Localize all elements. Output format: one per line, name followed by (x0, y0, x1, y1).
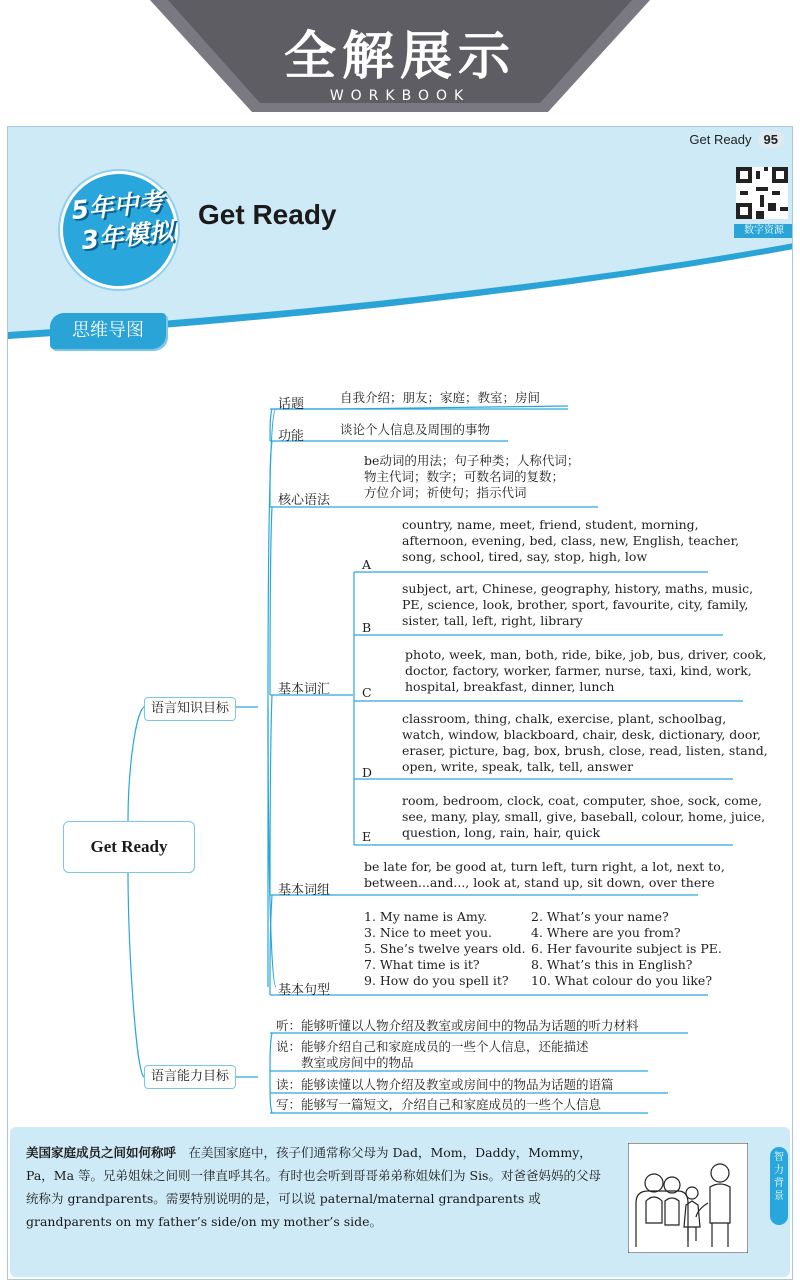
phrases-label: 基本词组 (278, 883, 331, 898)
phrases-line-2: between...and..., look at, stand up, sit down, over there (364, 875, 715, 890)
sentence-1: 1. My name is Amy. (364, 909, 488, 924)
vocab-letter-c: C (362, 685, 372, 700)
sentence-3: 3. Nice to meet you. (364, 925, 492, 940)
qr-label: 数字资源 (734, 224, 793, 238)
skill-writing: 写：能够写一篇短文，介绍自己和家庭成员的一些个人信息 (276, 1097, 602, 1112)
sentence-9: 9. How do you spell it? (364, 973, 509, 988)
skill-speaking-line-2: 教室或房间中的物品 (276, 1055, 414, 1070)
vocab-d-line-3: eraser, picture, bag, box, brush, close, read, listen, stand, (402, 743, 768, 758)
topic-text: 自我介绍；朋友；家庭；教室；房间 (340, 390, 541, 405)
vocab-letter-a: A (362, 557, 372, 572)
vocab-letter-d: D (362, 765, 373, 780)
sentences-label: 基本句型 (278, 983, 331, 998)
background-info-box (10, 1127, 790, 1277)
unit-title: Get Ready (198, 199, 337, 230)
vocab-label: 基本词汇 (278, 682, 331, 697)
mindmap-root: Get Ready (63, 821, 195, 873)
skill-reading: 读：能够读懂以人物介绍及教室或房间中的物品为话题的语篇 (276, 1077, 614, 1092)
vocab-c-line-3: hospital, breakfast, dinner, lunch (405, 679, 615, 694)
vocab-c-line-1: photo, week, man, both, ride, bike, job, bus, driver, cook, (405, 647, 767, 662)
function-label: 功能 (278, 429, 305, 444)
vocab-letter-e: E (362, 829, 372, 844)
vocab-b-line-1: subject, art, Chinese, geography, history, maths, music, (402, 581, 754, 596)
vocab-e-line-1: room, bedroom, clock, coat, computer, shoe, sock, come, (402, 793, 762, 808)
vocab-b-line-3: sister, tall, left, right, library (402, 613, 583, 628)
section-tab-mindmap: 思维导图 (50, 313, 166, 349)
workbook-page (7, 126, 793, 1280)
vocab-e-line-2: see, many, play, small, give, baseball, colour, home, juice, (402, 809, 766, 824)
grammar-line-2: 物主代词；数字；可数名词的复数； (364, 469, 565, 484)
vocab-a-line-1: country, name, meet, friend, student, morning, (402, 517, 699, 532)
grammar-line-1: be动词的用法；句子种类；人称代词； (364, 453, 580, 468)
phrases-line-1: be late for, be good at, turn left, turn right, a lot, next to, (364, 859, 725, 874)
sentence-2: 2. What’s your name? (531, 909, 669, 924)
vocab-b-line-2: PE, science, look, brother, sport, favourite, city, family, (402, 597, 749, 612)
info-tag: 智力背景 (770, 1147, 788, 1225)
branch-knowledge-goals: 语言知识目标 (144, 697, 236, 721)
info-body: 在美国家庭中，孩子们通常称父母为 Dad，Mom，Daddy，Mommy，Pa，Ma 等。兄弟姐妹之间则一律直呼其名。有时也会听到哥哥弟弟称姐妹们为 Sis。对爸爸妈妈的父母统称为 grandparents。需要特别说明的是，可以说 paternal/maternal grandparents 或 grandparents on my father’s side/on my mother’s side。 (26, 1145, 601, 1229)
running-head-unit: Get Ready (689, 132, 752, 147)
info-paragraph (26, 1141, 606, 1233)
sentence-6: 6. Her favourite subject is PE. (531, 941, 722, 956)
sentence-5: 5. She’s twelve years old. (364, 941, 526, 956)
vocab-e-line-3: question, long, rain, hair, quick (402, 825, 601, 840)
vocab-d-line-1: classroom, thing, chalk, exercise, plant, schoolbag, (402, 711, 727, 726)
logo-line-2: 3年模拟 (79, 216, 175, 256)
grammar-line-3: 方位介词；祈使句；指示代词 (364, 485, 527, 500)
vocab-letter-b: B (362, 620, 372, 635)
vocab-a-line-2: afternoon, evening, bed, class, new, English, teacher, (402, 533, 740, 548)
sentence-8: 8. What’s this in English? (531, 957, 693, 972)
info-heading: 美国家庭成员之间如何称呼 (26, 1145, 177, 1160)
skill-speaking-line-1: 说：能够介绍自己和家庭成员的一些个人信息，还能描述 (276, 1039, 589, 1054)
sentence-7: 7. What time is it? (364, 957, 480, 972)
header-banner (0, 0, 800, 125)
vocab-d-line-2: watch, window, blackboard, chair, desk, dictionary, door, (402, 727, 761, 742)
logo-line-1: 5年中考 (69, 186, 165, 226)
page-number: 95 (758, 131, 784, 148)
skill-listening: 听：能够听懂以人物介绍及教室或房间中的物品为话题的听力材料 (276, 1018, 639, 1033)
branch-ability-goals: 语言能力目标 (144, 1065, 236, 1089)
family-illustration (628, 1143, 748, 1253)
vocab-d-line-4: open, write, speak, talk, tell, answer (402, 759, 634, 774)
vocab-c-line-2: doctor, factory, worker, farmer, nurse, taxi, kind, work, (405, 663, 752, 678)
topic-label: 话题 (278, 397, 305, 412)
function-text: 谈论个人信息及周围的事物 (340, 422, 491, 437)
vocab-a-line-3: song, school, tired, say, stop, high, low (402, 549, 648, 564)
sentence-10: 10. What colour do you like? (531, 973, 713, 988)
grammar-label: 核心语法 (278, 493, 331, 508)
sentence-4: 4. Where are you from? (531, 925, 681, 940)
banner-subtitle: WORKBOOK (329, 88, 471, 104)
banner-title: 全解展示 (283, 27, 516, 87)
